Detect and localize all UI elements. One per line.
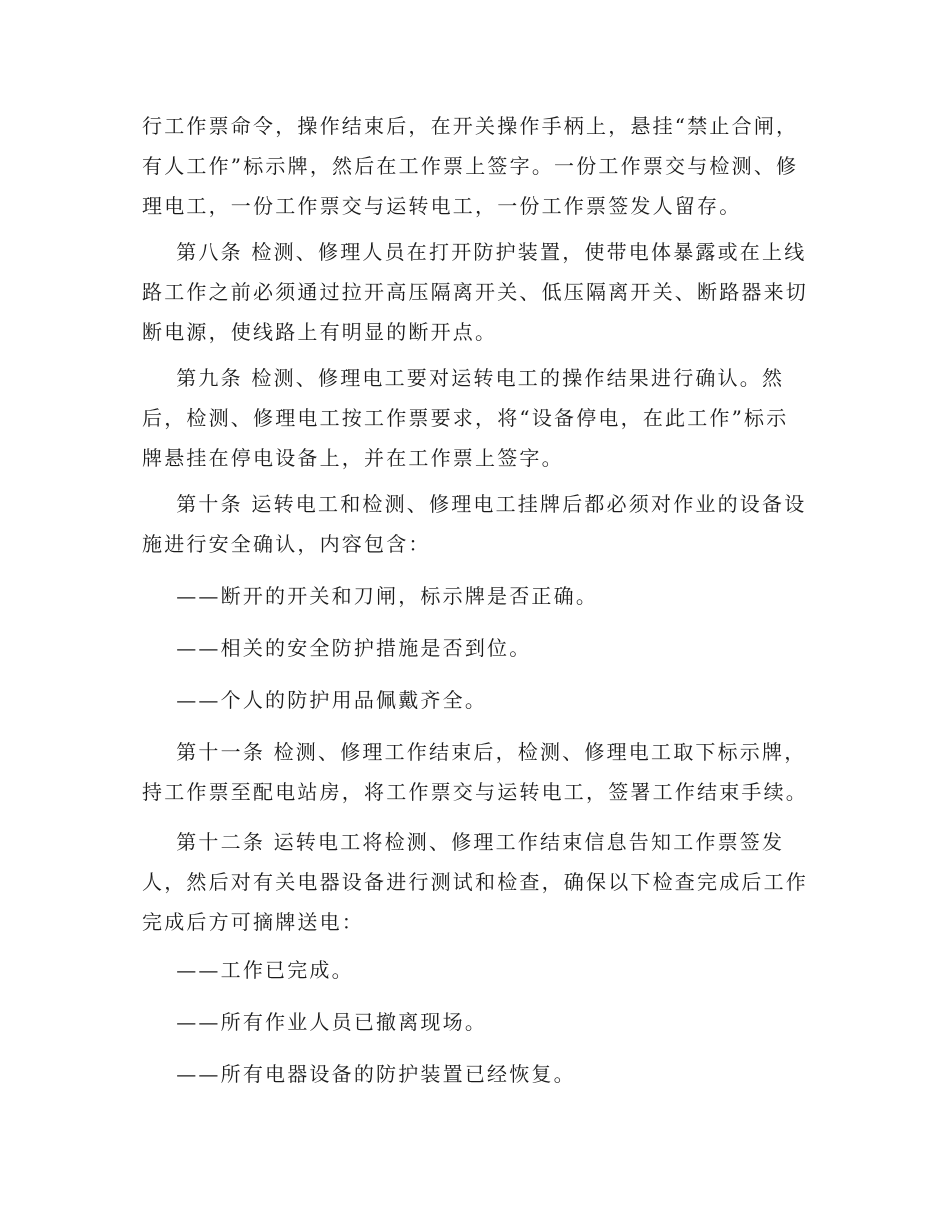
- paragraph-article-10: 第十条 运转电工和检测、修理电工挂牌后都必须对作业的设备设 施进行安全确认，内容包含：: [142, 492, 807, 556]
- paragraph-article-9: 第九条 检测、修理电工要对运转电工的操作结果进行确认。然 后，检测、修理电工按工作票要求，将“设备停电，在此工作”标示 牌悬挂在停电设备上，并在工作票上签字。: [142, 366, 789, 470]
- list-item-personal-protection: ——个人的防护用品佩戴齐全。: [142, 688, 488, 712]
- paragraph-article-11: 第十一条 检测、修理工作结束后，检测、修理电工取下标示牌， 持工作票至配电站房，将工作票交与运转电工，签署工作结束手续。: [142, 740, 808, 804]
- list-item-switch-check: ——断开的开关和刀闸，标示牌是否正确。: [142, 584, 599, 608]
- list-item-safety-measures: ——相关的安全防护措施是否到位。: [142, 636, 532, 660]
- paragraph-article-8: 第八条 检测、修理人员在打开防护装置，使带电体暴露或在上线 路工作之前必须通过拉开高压隔离开关、低压隔离开关、断路器来切 断电源，使线路上有明显的断开点。: [142, 240, 808, 344]
- list-item-work-completed: ——工作已完成。: [142, 958, 354, 982]
- list-item-personnel-evacuated: ——所有作业人员已撤离现场。: [142, 1010, 488, 1034]
- list-item-protection-restored: ——所有电器设备的防护装置已经恢复。: [142, 1062, 576, 1086]
- paragraph-continuation: 行工作票命令，操作结束后，在开关操作手柄上，悬挂“禁止合闸， 有人工作”标示牌，然后在工作票上签字。一份工作票交与检测、修 理电工，一份工作票交与运转电工，一份工作票签发人留存。: [142, 114, 799, 218]
- paragraph-article-12: 第十二条 运转电工将检测、修理工作结束信息告知工作票签发 人，然后对有关电器设备进行测试和检查，确保以下检查完成后工作 完成后方可摘牌送电：: [142, 830, 808, 934]
